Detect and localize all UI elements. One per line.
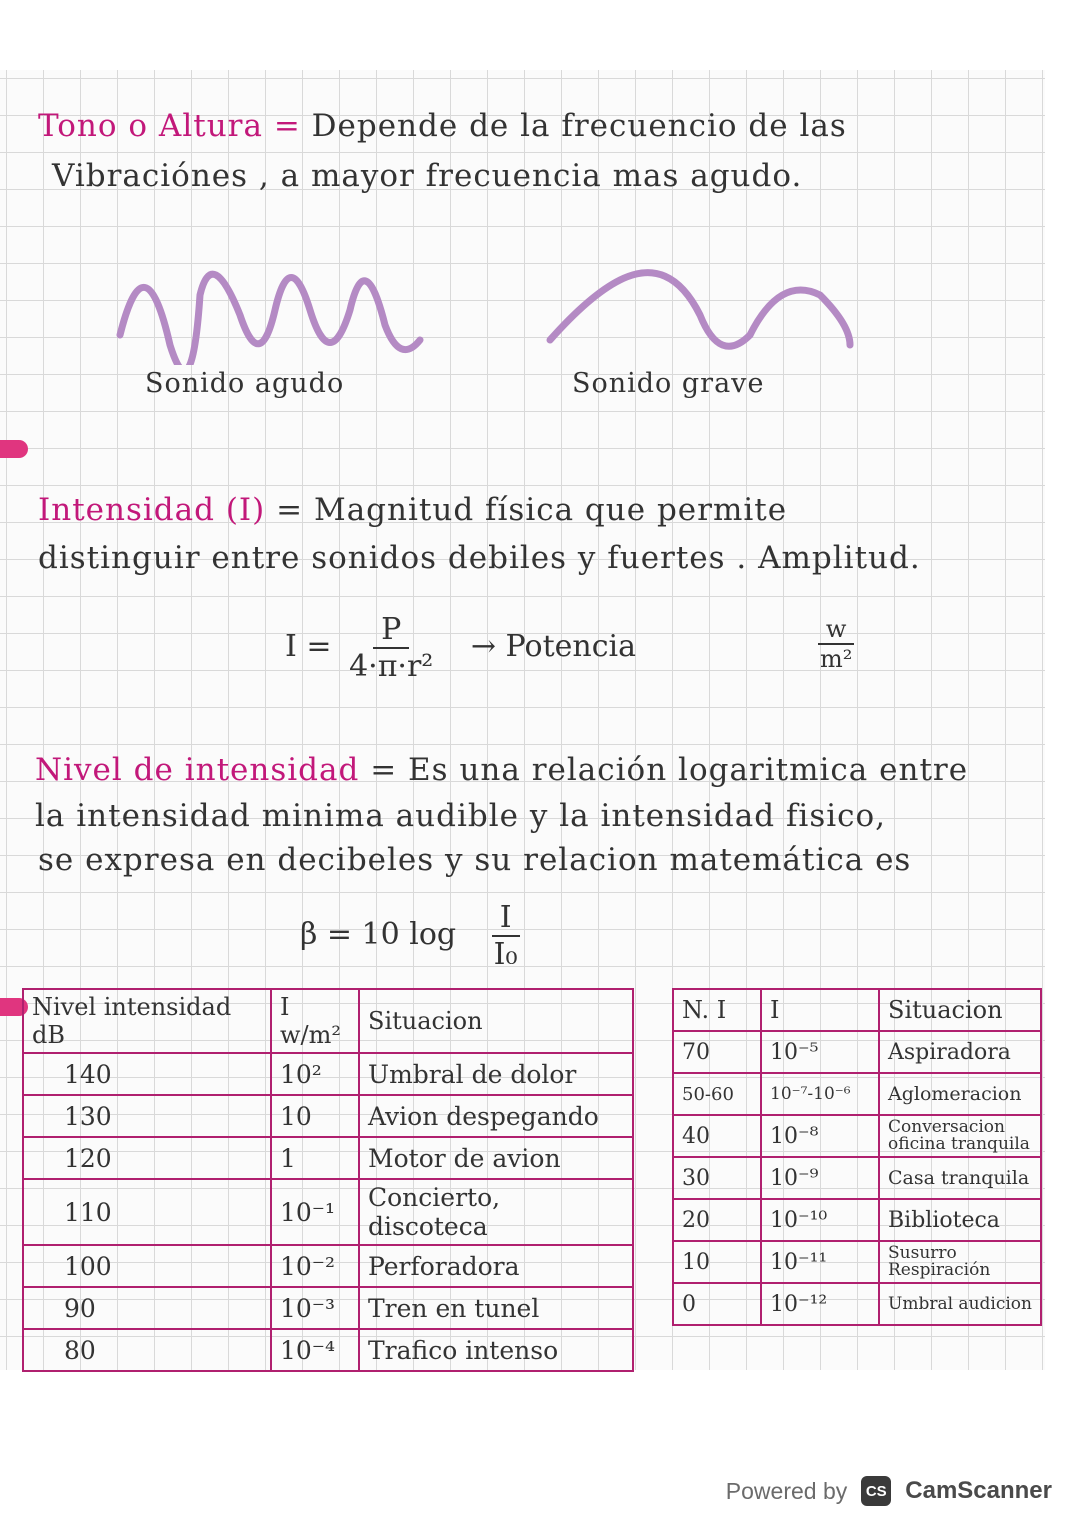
table1-header-row [23, 989, 633, 1053]
table2-cell-situation: Aspiradora [879, 1031, 1041, 1073]
formula-arrow-label: → Potencia [470, 629, 636, 664]
table2-cell-intensity: 10⁻¹¹ [761, 1241, 879, 1283]
table-row [673, 1199, 1041, 1241]
table2-cell-situation: Susurro Respiración [879, 1241, 1041, 1283]
table1-cell-situation: Perforadora [359, 1245, 633, 1287]
table2-cell-intensity: 10⁻⁸ [761, 1115, 879, 1157]
table2-cell-situation: Casa tranquila [879, 1157, 1041, 1199]
level-formula-fraction [486, 900, 526, 972]
table2-cell-level: 40 [673, 1115, 761, 1157]
table-row [23, 1245, 633, 1287]
table2-header-situation: Situacion [879, 989, 1041, 1031]
table2-cell-situation: Conversacion oficina tranquila [879, 1115, 1041, 1157]
table1-cell-situation: Concierto, discoteca [359, 1179, 633, 1245]
formula-lhs: I = [285, 629, 332, 664]
intensity-line-1 [38, 492, 787, 528]
intensity-title: Intensidad (I) [38, 492, 266, 528]
intensity-text-1: = Magnitud física que permite [276, 492, 788, 528]
table1-cell-intensity: 10 [271, 1095, 359, 1137]
table2-cell-situation: Aglomeracion [879, 1073, 1041, 1115]
table2-header-row [673, 989, 1041, 1031]
table1-header-intensity: I w/m² [271, 989, 359, 1053]
table2-cell-level: 50-60 [673, 1073, 761, 1115]
intensity-unit [812, 615, 860, 673]
table1-cell-level: 110 [23, 1179, 271, 1245]
table1-cell-level: 120 [23, 1137, 271, 1179]
level-formula-numerator: I [492, 900, 520, 937]
intensity-table-2 [672, 988, 1042, 1326]
table1-cell-intensity: 10⁻⁴ [271, 1329, 359, 1371]
table-row [23, 1287, 633, 1329]
unit-numerator: w [818, 615, 855, 645]
table1-cell-intensity: 10² [271, 1053, 359, 1095]
table-row [23, 1329, 633, 1371]
tone-text-1: Depende de la frecuencio de las [311, 108, 847, 144]
table1-cell-situation: Umbral de dolor [359, 1053, 633, 1095]
table-row [673, 1073, 1041, 1115]
table2-cell-level: 10 [673, 1241, 761, 1283]
table1-cell-situation: Avion despegando [359, 1095, 633, 1137]
table2-header-level: N. I [673, 989, 761, 1031]
table1-cell-level: 90 [23, 1287, 271, 1329]
table2-cell-level: 0 [673, 1283, 761, 1325]
table1-header-level: Nivel intensidad dB [23, 989, 271, 1053]
intensity-text-2: distinguir entre sonidos debiles y fuertes . Amplitud. [38, 540, 921, 576]
level-title: Nivel de intensidad [35, 752, 360, 788]
formula-numerator: P [373, 612, 409, 649]
table1-cell-level: 100 [23, 1245, 271, 1287]
table-row [23, 1179, 633, 1245]
table2-header-intensity: I [761, 989, 879, 1031]
table-row [23, 1137, 633, 1179]
page-tab-marker [0, 440, 28, 458]
tone-line-1 [38, 108, 847, 144]
level-formula [300, 900, 526, 972]
table2-cell-intensity: 10⁻⁹ [761, 1157, 879, 1199]
formula-denominator: 4·π·r² [349, 649, 434, 684]
formula-fraction [341, 612, 441, 684]
low-frequency-wave [550, 273, 850, 347]
camscanner-brand-name: CamScanner [905, 1477, 1052, 1504]
table1-cell-situation: Trafico intenso [359, 1329, 633, 1371]
table-row [673, 1283, 1041, 1325]
table-row [673, 1031, 1041, 1073]
intensity-formula [285, 612, 636, 684]
wave-label-high: Sonido agudo [145, 368, 345, 399]
table1-cell-level: 80 [23, 1329, 271, 1371]
table1-cell-situation: Tren en tunel [359, 1287, 633, 1329]
powered-by-text: Powered by [725, 1477, 848, 1504]
table1-cell-level: 140 [23, 1053, 271, 1095]
table-row [23, 1053, 633, 1095]
table1-cell-intensity: 10⁻³ [271, 1287, 359, 1329]
tone-text-2: Vibraciónes , a mayor frecuencia mas agudo. [52, 158, 803, 194]
table2-cell-level: 20 [673, 1199, 761, 1241]
level-text-3: se expresa en decibeles y su relacion matemática es [38, 842, 912, 878]
high-frequency-wave [120, 274, 420, 365]
table2-cell-intensity: 10⁻¹⁰ [761, 1199, 879, 1241]
table2-cell-situation: Biblioteca [879, 1199, 1041, 1241]
level-formula-denominator: I₀ [493, 937, 518, 972]
table1-cell-situation: Motor de avion [359, 1137, 633, 1179]
camscanner-logo-icon: CS [861, 1476, 891, 1506]
camscanner-watermark [726, 1476, 1052, 1506]
tone-title: Tono o Altura [38, 108, 263, 144]
table2-cell-intensity: 10⁻⁵ [761, 1031, 879, 1073]
tone-separator: = [273, 108, 301, 144]
table1-cell-intensity: 10⁻¹ [271, 1179, 359, 1245]
level-line-1 [35, 752, 968, 788]
table-row [673, 1157, 1041, 1199]
table-row [23, 1095, 633, 1137]
table2-cell-intensity: 10⁻¹² [761, 1283, 879, 1325]
unit-fraction [812, 615, 860, 673]
level-text-2: la intensidad minima audible y la intensidad fisico, [35, 798, 887, 834]
table-row [673, 1241, 1041, 1283]
table1-header-situation: Situacion [359, 989, 633, 1053]
table2-cell-level: 30 [673, 1157, 761, 1199]
table2-cell-level: 70 [673, 1031, 761, 1073]
table2-cell-situation: Umbral audicion [879, 1283, 1041, 1325]
level-text-1: = Es una relación logaritmica entre [370, 752, 969, 788]
wave-label-low: Sonido grave [572, 368, 765, 399]
table1-cell-intensity: 1 [271, 1137, 359, 1179]
table1-cell-level: 130 [23, 1095, 271, 1137]
table1-cell-intensity: 10⁻² [271, 1245, 359, 1287]
intensity-table-1 [22, 988, 634, 1372]
table2-cell-intensity: 10⁻⁷-10⁻⁶ [761, 1073, 879, 1115]
unit-denominator: m² [820, 645, 853, 673]
wave-drawings [100, 255, 870, 365]
table-row [673, 1115, 1041, 1157]
level-formula-lhs: β = 10 log [300, 917, 457, 952]
